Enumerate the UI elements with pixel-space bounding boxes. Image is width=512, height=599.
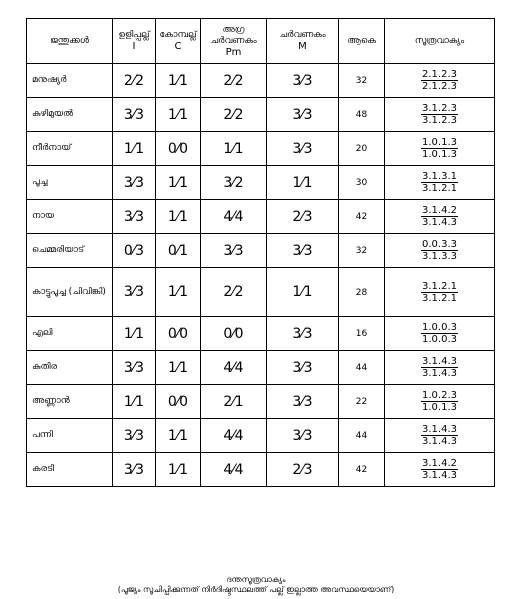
cell-incisor xyxy=(113,453,156,487)
formula-lower-jaw: 3.1.4.3 xyxy=(422,436,457,447)
cell-incisor-text: 1⁄1 xyxy=(123,393,145,410)
cell-premolar xyxy=(201,385,267,419)
formula-fraction xyxy=(421,390,458,413)
formula-lower-jaw: 2.1.2.3 xyxy=(422,81,457,92)
cell-premolar xyxy=(201,234,267,268)
header-total: ആകെ xyxy=(339,19,385,64)
cell-premolar-text: 1⁄1 xyxy=(223,140,244,157)
cell-premolar xyxy=(201,200,267,234)
table-row xyxy=(27,453,495,487)
cell-canine xyxy=(156,268,201,317)
cell-total-text: 28 xyxy=(355,287,368,298)
cell-premolar xyxy=(201,317,267,351)
cell-canine xyxy=(156,64,201,98)
cell-animal xyxy=(27,234,113,268)
cell-incisor-text: 3⁄3 xyxy=(123,208,145,225)
formula-lower-jaw: 3.1.2.1 xyxy=(422,292,457,304)
cell-incisor xyxy=(113,234,156,268)
cell-animal xyxy=(27,351,113,385)
cell-total xyxy=(339,98,385,132)
cell-canine xyxy=(156,351,201,385)
cell-molar-text: 3⁄3 xyxy=(292,242,313,259)
formula-fraction xyxy=(421,205,458,228)
cell-premolar-text: 4⁄4 xyxy=(223,359,244,376)
cell-total xyxy=(339,64,385,98)
cell-canine-text: 0⁄1 xyxy=(167,242,189,259)
cell-animal-text: കരടി xyxy=(32,464,54,474)
cell-formula xyxy=(385,200,495,234)
formula-lower-jaw: 3.1.3.3 xyxy=(422,251,457,262)
cell-incisor xyxy=(113,385,156,419)
cell-incisor-text: 3⁄3 xyxy=(123,284,145,300)
cell-animal xyxy=(27,317,113,351)
cell-incisor-text: 3⁄3 xyxy=(123,359,145,376)
cell-molar xyxy=(267,317,339,351)
cell-molar-text: 3⁄3 xyxy=(292,325,313,342)
cell-total xyxy=(339,234,385,268)
cell-animal xyxy=(27,200,113,234)
cell-canine-text: 1⁄1 xyxy=(167,208,189,225)
cell-canine xyxy=(156,317,201,351)
cell-formula xyxy=(385,317,495,351)
cell-incisor xyxy=(113,268,156,317)
cell-canine-text: 1⁄1 xyxy=(167,106,189,123)
cell-total xyxy=(339,419,385,453)
cell-total xyxy=(339,317,385,351)
header-animal: ജന്തുക്കൾ xyxy=(27,19,113,64)
cell-canine xyxy=(156,453,201,487)
table-row xyxy=(27,234,495,268)
table-row xyxy=(27,200,495,234)
cell-animal xyxy=(27,98,113,132)
formula-fraction xyxy=(421,69,458,92)
cell-molar-text: 2⁄3 xyxy=(292,461,313,478)
cell-incisor xyxy=(113,132,156,166)
formula-fraction xyxy=(421,239,458,262)
formula-fraction xyxy=(421,322,458,345)
formula-fraction xyxy=(421,458,458,481)
cell-total-text: 32 xyxy=(355,76,368,86)
cell-premolar xyxy=(201,453,267,487)
cell-premolar xyxy=(201,268,267,317)
cell-total-text: 30 xyxy=(355,178,368,188)
cell-molar-text: 1⁄1 xyxy=(292,174,313,191)
dental-formula-sheet xyxy=(26,18,494,487)
cell-molar-text: 3⁄3 xyxy=(292,106,313,123)
cell-molar-text: 3⁄3 xyxy=(292,140,313,157)
cell-incisor-text: 1⁄1 xyxy=(123,325,145,342)
formula-upper-jaw: 1.0.1.3 xyxy=(422,137,457,148)
cell-premolar xyxy=(201,64,267,98)
cell-molar xyxy=(267,200,339,234)
formula-lower-jaw: 3.1.2.3 xyxy=(422,115,457,126)
formula-upper-jaw: 3.1.4.3 xyxy=(422,424,457,435)
cell-formula xyxy=(385,419,495,453)
cell-animal xyxy=(27,132,113,166)
cell-formula xyxy=(385,453,495,487)
cell-total-text: 44 xyxy=(355,363,368,373)
formula-upper-jaw: 3.1.2.3 xyxy=(422,103,457,114)
cell-molar xyxy=(267,268,339,317)
cell-incisor xyxy=(113,98,156,132)
table-caption xyxy=(0,575,512,595)
cell-total-text: 42 xyxy=(355,465,368,475)
cell-animal-text: മനുഷ്യർ xyxy=(32,75,67,85)
cell-animal-text: നീർനായ് xyxy=(32,143,72,153)
cell-animal xyxy=(27,64,113,98)
cell-molar-text: 3⁄3 xyxy=(292,427,313,444)
cell-animal-text: കാട്ടുപൂച്ച (ചിവിങ്കി) xyxy=(32,286,106,297)
cell-premolar xyxy=(201,98,267,132)
cell-total-text: 22 xyxy=(355,397,368,407)
cell-incisor xyxy=(113,64,156,98)
cell-canine-text: 1⁄1 xyxy=(167,174,189,191)
cell-total-text: 44 xyxy=(355,431,368,441)
caption-title: ദന്തസൂത്രവാക്യം xyxy=(226,575,286,584)
formula-lower-jaw: 3.1.4.3 xyxy=(422,368,457,379)
cell-formula xyxy=(385,385,495,419)
cell-animal-text: എലി xyxy=(32,328,53,338)
cell-premolar-text: 4⁄4 xyxy=(223,427,244,444)
cell-animal xyxy=(27,453,113,487)
header-canine: കോമ്പല്ല് C xyxy=(156,19,201,64)
table-row xyxy=(27,419,495,453)
cell-animal-text: നായ xyxy=(32,211,55,221)
formula-upper-jaw: 3.1.3.1 xyxy=(422,171,457,182)
formula-upper-jaw: 3.1.4.3 xyxy=(422,356,457,367)
cell-formula xyxy=(385,268,495,317)
table-row xyxy=(27,64,495,98)
cell-canine-text: 1⁄1 xyxy=(167,72,189,89)
cell-canine-text: 1⁄1 xyxy=(167,284,189,300)
cell-animal-text: പൂച്ച xyxy=(32,177,48,187)
table-row xyxy=(27,166,495,200)
cell-molar-text: 1⁄1 xyxy=(292,284,313,300)
cell-molar xyxy=(267,453,339,487)
cell-premolar-text: 2⁄2 xyxy=(223,106,244,123)
formula-lower-jaw: 1.0.0.3 xyxy=(422,334,457,345)
cell-canine xyxy=(156,419,201,453)
cell-canine-text: 0⁄0 xyxy=(167,140,189,157)
cell-total-text: 20 xyxy=(355,144,368,154)
cell-molar-text: 3⁄3 xyxy=(292,359,313,376)
cell-animal xyxy=(27,419,113,453)
cell-animal-text: കുതിര xyxy=(32,362,58,372)
cell-premolar-text: 4⁄4 xyxy=(223,208,244,225)
cell-premolar-text: 2⁄1 xyxy=(223,393,244,410)
header-molar: ചർവണകം M xyxy=(267,19,339,64)
cell-formula xyxy=(385,98,495,132)
cell-incisor-text: 3⁄3 xyxy=(123,106,145,123)
caption-note: (പൂജ്യം സൂചിപ്പിക്കുന്നത് നിർദിഷ്ടസ്ഥലത്ത് പല്ല് ഇല്ലാത്ത അവസ്ഥയെയാണ്) xyxy=(117,585,395,594)
cell-premolar-text: 4⁄4 xyxy=(223,461,244,478)
cell-total xyxy=(339,385,385,419)
cell-molar xyxy=(267,234,339,268)
cell-total xyxy=(339,132,385,166)
formula-upper-jaw: 1.0.2.3 xyxy=(422,390,457,401)
cell-molar xyxy=(267,166,339,200)
cell-molar xyxy=(267,64,339,98)
cell-premolar xyxy=(201,351,267,385)
cell-canine-text: 0⁄0 xyxy=(167,325,189,342)
cell-canine-text: 0⁄0 xyxy=(167,393,189,410)
table-header-row xyxy=(27,19,495,64)
cell-incisor-text: 0⁄3 xyxy=(123,242,145,259)
cell-incisor-text: 3⁄3 xyxy=(123,174,145,191)
formula-fraction xyxy=(421,281,458,304)
formula-upper-jaw: 3.1.4.2 xyxy=(422,458,457,469)
formula-fraction xyxy=(421,356,458,379)
cell-premolar xyxy=(201,166,267,200)
cell-molar-text: 3⁄3 xyxy=(292,72,313,89)
cell-incisor-text: 3⁄3 xyxy=(123,461,145,478)
cell-animal-text: അണ്ണാൻ xyxy=(32,396,70,406)
cell-canine-text: 1⁄1 xyxy=(167,359,189,376)
table-row xyxy=(27,132,495,166)
table-body xyxy=(27,64,495,487)
cell-canine xyxy=(156,385,201,419)
table-row xyxy=(27,351,495,385)
cell-molar xyxy=(267,419,339,453)
cell-animal xyxy=(27,166,113,200)
cell-canine xyxy=(156,200,201,234)
cell-canine xyxy=(156,166,201,200)
cell-molar xyxy=(267,98,339,132)
cell-canine xyxy=(156,132,201,166)
cell-animal xyxy=(27,268,113,317)
cell-total-text: 16 xyxy=(355,329,368,339)
cell-animal-text: പന്നി xyxy=(32,430,53,440)
table-row xyxy=(27,98,495,132)
cell-premolar-text: 0⁄0 xyxy=(223,325,244,342)
dental-formula-table xyxy=(26,18,495,487)
cell-canine-text: 1⁄1 xyxy=(167,461,189,478)
formula-upper-jaw: 3.1.2.1 xyxy=(422,280,457,292)
formula-fraction xyxy=(421,171,458,194)
cell-molar xyxy=(267,351,339,385)
cell-premolar-text: 3⁄2 xyxy=(223,174,244,191)
cell-animal xyxy=(27,385,113,419)
cell-molar-text: 3⁄3 xyxy=(292,393,313,410)
cell-formula xyxy=(385,132,495,166)
cell-incisor-text: 1⁄1 xyxy=(123,140,145,157)
cell-incisor xyxy=(113,419,156,453)
formula-lower-jaw: 1.0.1.3 xyxy=(422,149,457,160)
cell-incisor xyxy=(113,351,156,385)
formula-fraction xyxy=(421,103,458,126)
cell-total-text: 42 xyxy=(355,212,368,222)
cell-incisor xyxy=(113,166,156,200)
cell-formula xyxy=(385,234,495,268)
formula-lower-jaw: 3.1.4.3 xyxy=(422,470,457,481)
cell-molar xyxy=(267,132,339,166)
cell-canine xyxy=(156,98,201,132)
cell-total xyxy=(339,200,385,234)
cell-incisor-text: 2⁄2 xyxy=(123,72,145,89)
cell-molar xyxy=(267,385,339,419)
formula-upper-jaw: 1.0.0.3 xyxy=(422,322,457,333)
formula-lower-jaw: 3.1.4.3 xyxy=(422,217,457,228)
cell-premolar xyxy=(201,132,267,166)
table-row xyxy=(27,317,495,351)
cell-incisor xyxy=(113,317,156,351)
cell-total xyxy=(339,453,385,487)
cell-premolar xyxy=(201,419,267,453)
cell-molar-text: 2⁄3 xyxy=(292,208,313,225)
table-row xyxy=(27,268,495,317)
header-formula: സൂത്രവാക്യം xyxy=(385,19,495,64)
header-premolar: അഗ്ര ചർവണകം Pm xyxy=(201,19,267,64)
cell-total xyxy=(339,351,385,385)
cell-total-text: 48 xyxy=(355,110,368,120)
formula-fraction xyxy=(421,424,458,447)
cell-formula xyxy=(385,64,495,98)
cell-incisor-text: 3⁄3 xyxy=(123,427,145,444)
cell-formula xyxy=(385,351,495,385)
table-row xyxy=(27,385,495,419)
cell-total xyxy=(339,166,385,200)
cell-total xyxy=(339,268,385,317)
cell-animal-text: കുഴിമുയൽ xyxy=(32,109,74,119)
formula-upper-jaw: 2.1.2.3 xyxy=(422,69,457,80)
cell-canine xyxy=(156,234,201,268)
formula-lower-jaw: 1.0.1.3 xyxy=(422,402,457,413)
cell-premolar-text: 2⁄2 xyxy=(223,72,244,89)
header-incisor: ഉളിപ്പല്ല് I xyxy=(113,19,156,64)
cell-canine-text: 1⁄1 xyxy=(167,427,189,444)
cell-formula xyxy=(385,166,495,200)
formula-fraction xyxy=(421,137,458,160)
cell-total-text: 32 xyxy=(355,246,368,256)
formula-lower-jaw: 3.1.2.1 xyxy=(422,183,457,194)
cell-premolar-text: 2⁄2 xyxy=(223,284,244,300)
formula-upper-jaw: 0.0.3.3 xyxy=(422,239,457,250)
cell-premolar-text: 3⁄3 xyxy=(223,242,244,259)
cell-animal-text: ചെമ്മരിയാട് xyxy=(32,245,84,255)
formula-upper-jaw: 3.1.4.2 xyxy=(422,205,457,216)
cell-incisor xyxy=(113,200,156,234)
